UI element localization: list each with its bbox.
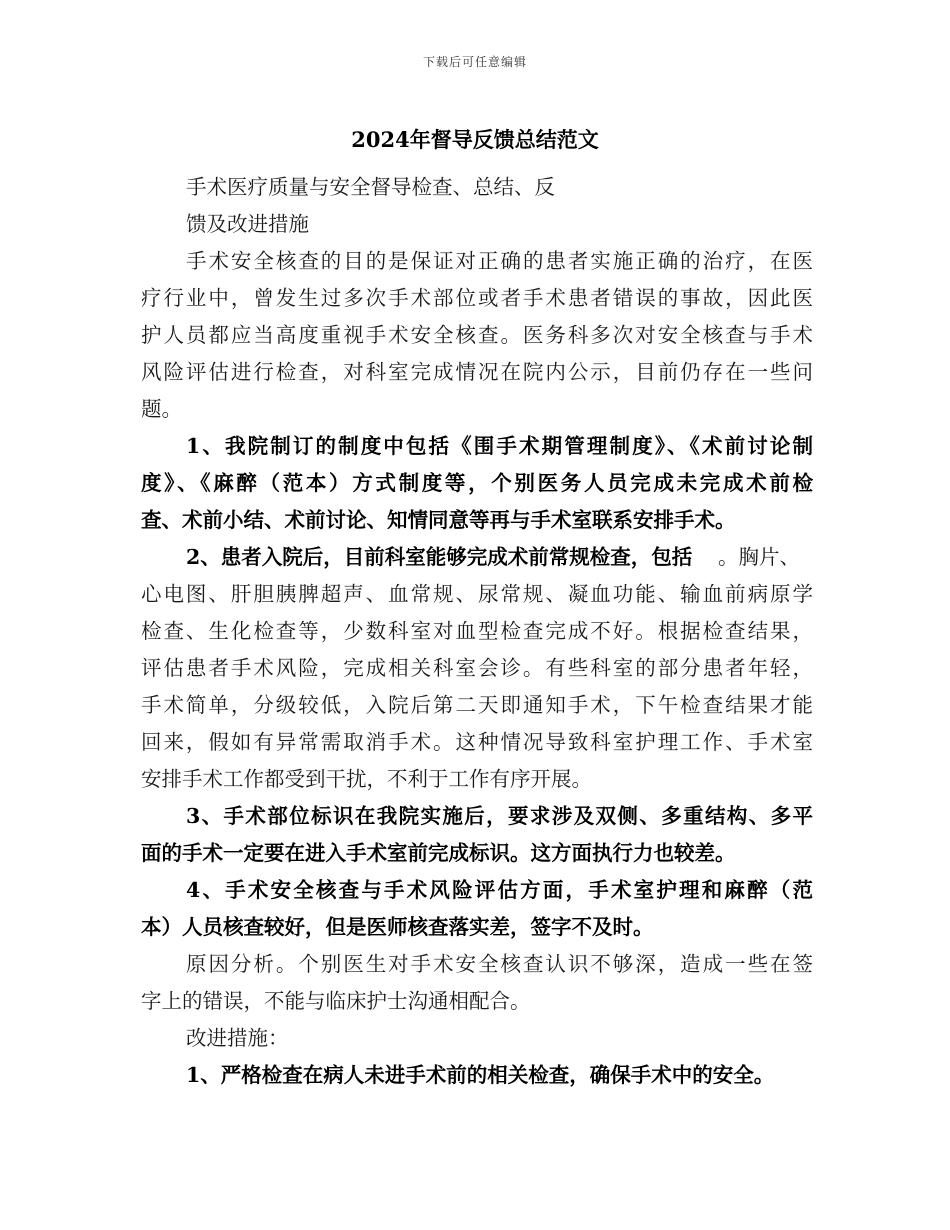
paragraph-line: 度》、《麻醉（范本）方式制度等，个别医务人员完成未完成术前检 [141, 471, 813, 495]
paragraph-line: 护人员都应当高度重视手术安全核查。医务科多次对安全核查与手术 [141, 323, 813, 347]
subtitle-line: 手术医疗质量与安全督导检查、总结、反 [186, 175, 555, 199]
paragraph-line: 手术简单，分级较低，入院后第二天即通知手术，下午检查结果才能 [141, 693, 813, 717]
paragraph-line: 3、手术部位标识在我院实施后，要求涉及双侧、多重结构、多平 [186, 804, 813, 828]
paragraph-line: 字上的错误，不能与临床护士沟通相配合。 [141, 989, 531, 1013]
paragraph-line: 1、我院制订的制度中包括《围手术期管理制度》、《术前讨论制 [186, 434, 813, 458]
paragraph-line: 风险评估进行检查，对科室完成情况在院内公示，目前仍存在一些问 [141, 360, 813, 384]
paragraph-line: 回来，假如有异常需取消手术。这种情况导致科室护理工作、手术室 [141, 730, 813, 754]
subtitle-line: 馈及改进措施 [186, 212, 309, 236]
paragraph-line: 原因分析。个别医生对手术安全核查认识不够深，造成一些在签 [186, 952, 813, 976]
document-title: 2024年督导反馈总结范文 [351, 127, 599, 152]
paragraph-line: 。胸片、 [718, 545, 800, 569]
section-heading: 改进措施： [186, 1026, 289, 1050]
paragraph-line: 4、手术安全核查与手术风险评估方面，手术室护理和麻醉（范 [186, 878, 813, 902]
paragraph-line: 手术安全核查的目的是保证对正确的患者实施正确的治疗，在医 [186, 249, 813, 273]
paragraph-line: 评估患者手术风险，完成相关科室会诊。有些科室的部分患者年轻， [141, 656, 813, 680]
paragraph-line: 题。 [141, 397, 182, 421]
paragraph-line: 本）人员核查较好，但是医师核查落实差，签字不及时。 [141, 915, 654, 939]
paragraph-line: 检查、生化检查等，少数科室对血型检查完成不好。根据检查结果， [141, 619, 813, 643]
page-header-note: 下载后可任意编辑 [422, 55, 527, 69]
paragraph-line: 面的手术一定要在进入手术室前完成标识。这方面执行力也较差。 [141, 841, 736, 865]
paragraph-line: 1、严格检查在病人未进手术前的相关检查，确保手术中的安全。 [186, 1063, 775, 1087]
paragraph-line: 安排手术工作都受到干扰，不利于工作有序开展。 [141, 767, 592, 791]
paragraph-line: 心电图、肝胆胰脾超声、血常规、尿常规、凝血功能、输血前病原学 [141, 582, 813, 606]
paragraph-line: 2、患者入院后，目前科室能够完成术前常规检查，包括 [186, 545, 693, 569]
paragraph-line: 查、术前小结、术前讨论、知情同意等再与手术室联系安排手术。 [141, 508, 736, 532]
paragraph-line: 疗行业中，曾发生过多次手术部位或者手术患者错误的事故，因此医 [141, 286, 813, 310]
